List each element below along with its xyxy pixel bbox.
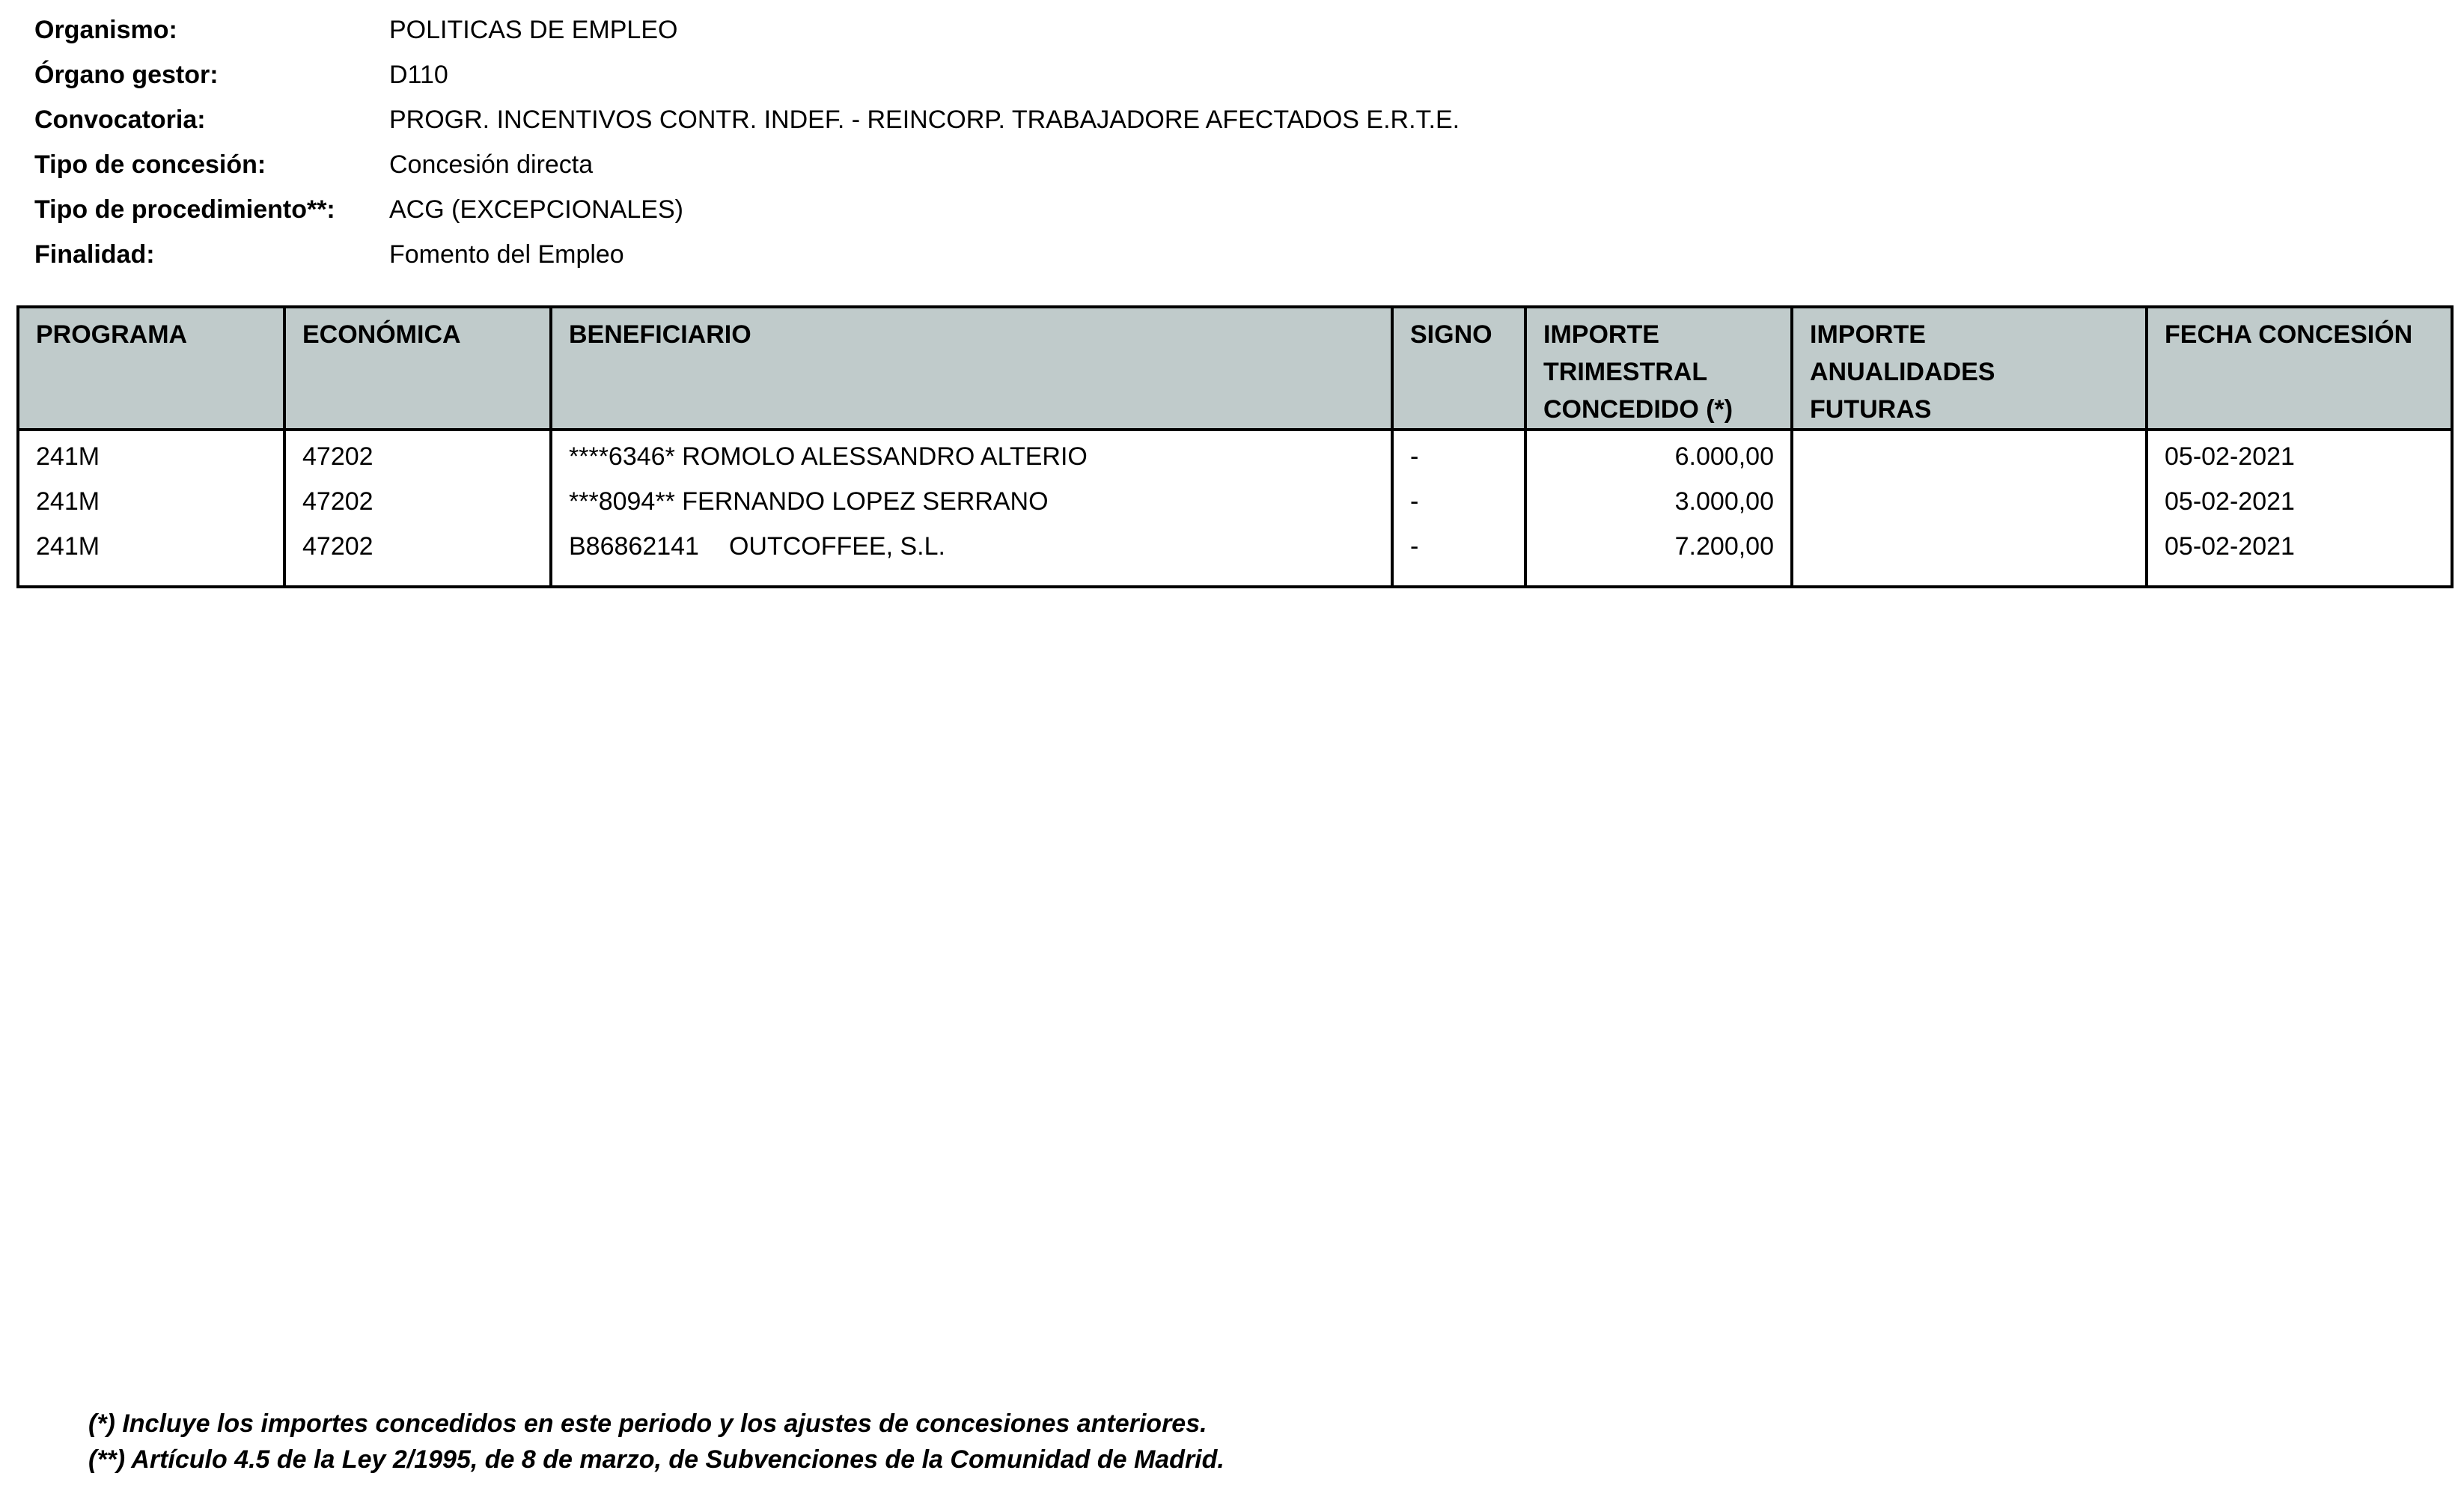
header-text-line: FUTURAS [1810,395,1932,424]
header-importe-anualidades [1792,307,2147,430]
table-row [18,479,2452,524]
meta-value: PROGR. INCENTIVOS CONTR. INDEF. - REINCORP. TRABAJADORE AFECTADOS E.R.T.E. [389,106,1460,134]
spacer-cell [1525,569,1792,587]
table-row [18,524,2452,569]
grants-table [16,305,2454,588]
spacer-cell [284,569,551,587]
header-text-line: TRIMESTRAL [1543,358,1708,386]
cell-anualidades [1792,524,2147,569]
cell-economica: 47202 [284,479,551,524]
meta-label: Finalidad: [34,240,155,269]
cell-signo: - [1392,479,1525,524]
meta-row-organo-gestor [34,55,2355,100]
beneficiary-name: ROMOLO ALESSANDRO ALTERIO [682,442,1088,471]
header-text-line: CONCEDIDO (*) [1543,395,1733,424]
cell-signo: - [1392,430,1525,479]
meta-label: Tipo de procedimiento**: [34,195,335,224]
spacer-cell [1792,569,2147,587]
cell-beneficiario [551,479,1392,524]
cell-importe: 7.200,00 [1525,524,1792,569]
meta-value: POLITICAS DE EMPLEO [389,16,678,44]
cell-programa: 241M [18,524,284,569]
meta-value: Concesión directa [389,150,594,179]
header-signo: SIGNO [1392,307,1525,430]
cell-economica: 47202 [284,430,551,479]
table-header [18,307,2452,430]
cell-importe: 3.000,00 [1525,479,1792,524]
spacer-cell [551,569,1392,587]
cell-signo: - [1392,524,1525,569]
header-economica: ECONÓMICA [284,307,551,430]
cell-programa: 241M [18,479,284,524]
spacer-cell [1392,569,1525,587]
cell-importe: 6.000,00 [1525,430,1792,479]
footnote: (*) Incluye los importes concedidos en este periodo y los ajustes de concesiones anteriores. [88,1409,1207,1438]
grant-metadata [34,10,2355,280]
cell-beneficiario [551,524,1392,569]
cell-anualidades [1792,430,2147,479]
header-beneficiario: BENEFICIARIO [551,307,1392,430]
cell-fecha: 05-02-2021 [2147,479,2452,524]
table-body [18,430,2452,587]
beneficiary-name: OUTCOFFEE, S.L. [728,532,945,561]
beneficiary-id: ****6346* [569,442,675,471]
header-text-line: IMPORTE [1810,320,1926,349]
header-programa: PROGRAMA [18,307,284,430]
beneficiary-name: FERNANDO LOPEZ SERRANO [682,487,1049,516]
cell-anualidades [1792,479,2147,524]
meta-label: Órgano gestor: [34,61,219,89]
meta-label: Organismo: [34,16,177,44]
cell-fecha: 05-02-2021 [2147,430,2452,479]
cell-beneficiario [551,430,1392,479]
meta-row-tipo-concesion [34,145,2355,190]
meta-label: Convocatoria: [34,106,206,134]
table-bottom-spacer [18,569,2452,587]
meta-value: Fomento del Empleo [389,240,624,269]
meta-row-finalidad [34,235,2355,280]
cell-fecha: 05-02-2021 [2147,524,2452,569]
header-text-line: IMPORTE [1543,320,1659,349]
table-row [18,430,2452,479]
beneficiary-id: ***8094** [569,487,675,516]
header-fecha-concesion: FECHA CONCESIÓN [2147,307,2452,430]
meta-row-convocatoria [34,100,2355,145]
cell-economica: 47202 [284,524,551,569]
footnote: (**) Artículo 4.5 de la Ley 2/1995, de 8 de marzo, de Subvenciones de la Comunidad de Madrid. [88,1445,1225,1474]
meta-row-tipo-procedimiento [34,190,2355,235]
spacer-cell [18,569,284,587]
meta-label: Tipo de concesión: [34,150,266,179]
cell-programa: 241M [18,430,284,479]
meta-row-organismo [34,10,2355,55]
meta-value: ACG (EXCEPCIONALES) [389,195,683,224]
header-text-line: ANUALIDADES [1810,358,1995,386]
spacer-cell [2147,569,2452,587]
beneficiary-id: B86862141 [569,532,699,561]
footnotes [88,1406,1225,1478]
meta-value: D110 [389,61,448,89]
header-importe-trimestral [1525,307,1792,430]
